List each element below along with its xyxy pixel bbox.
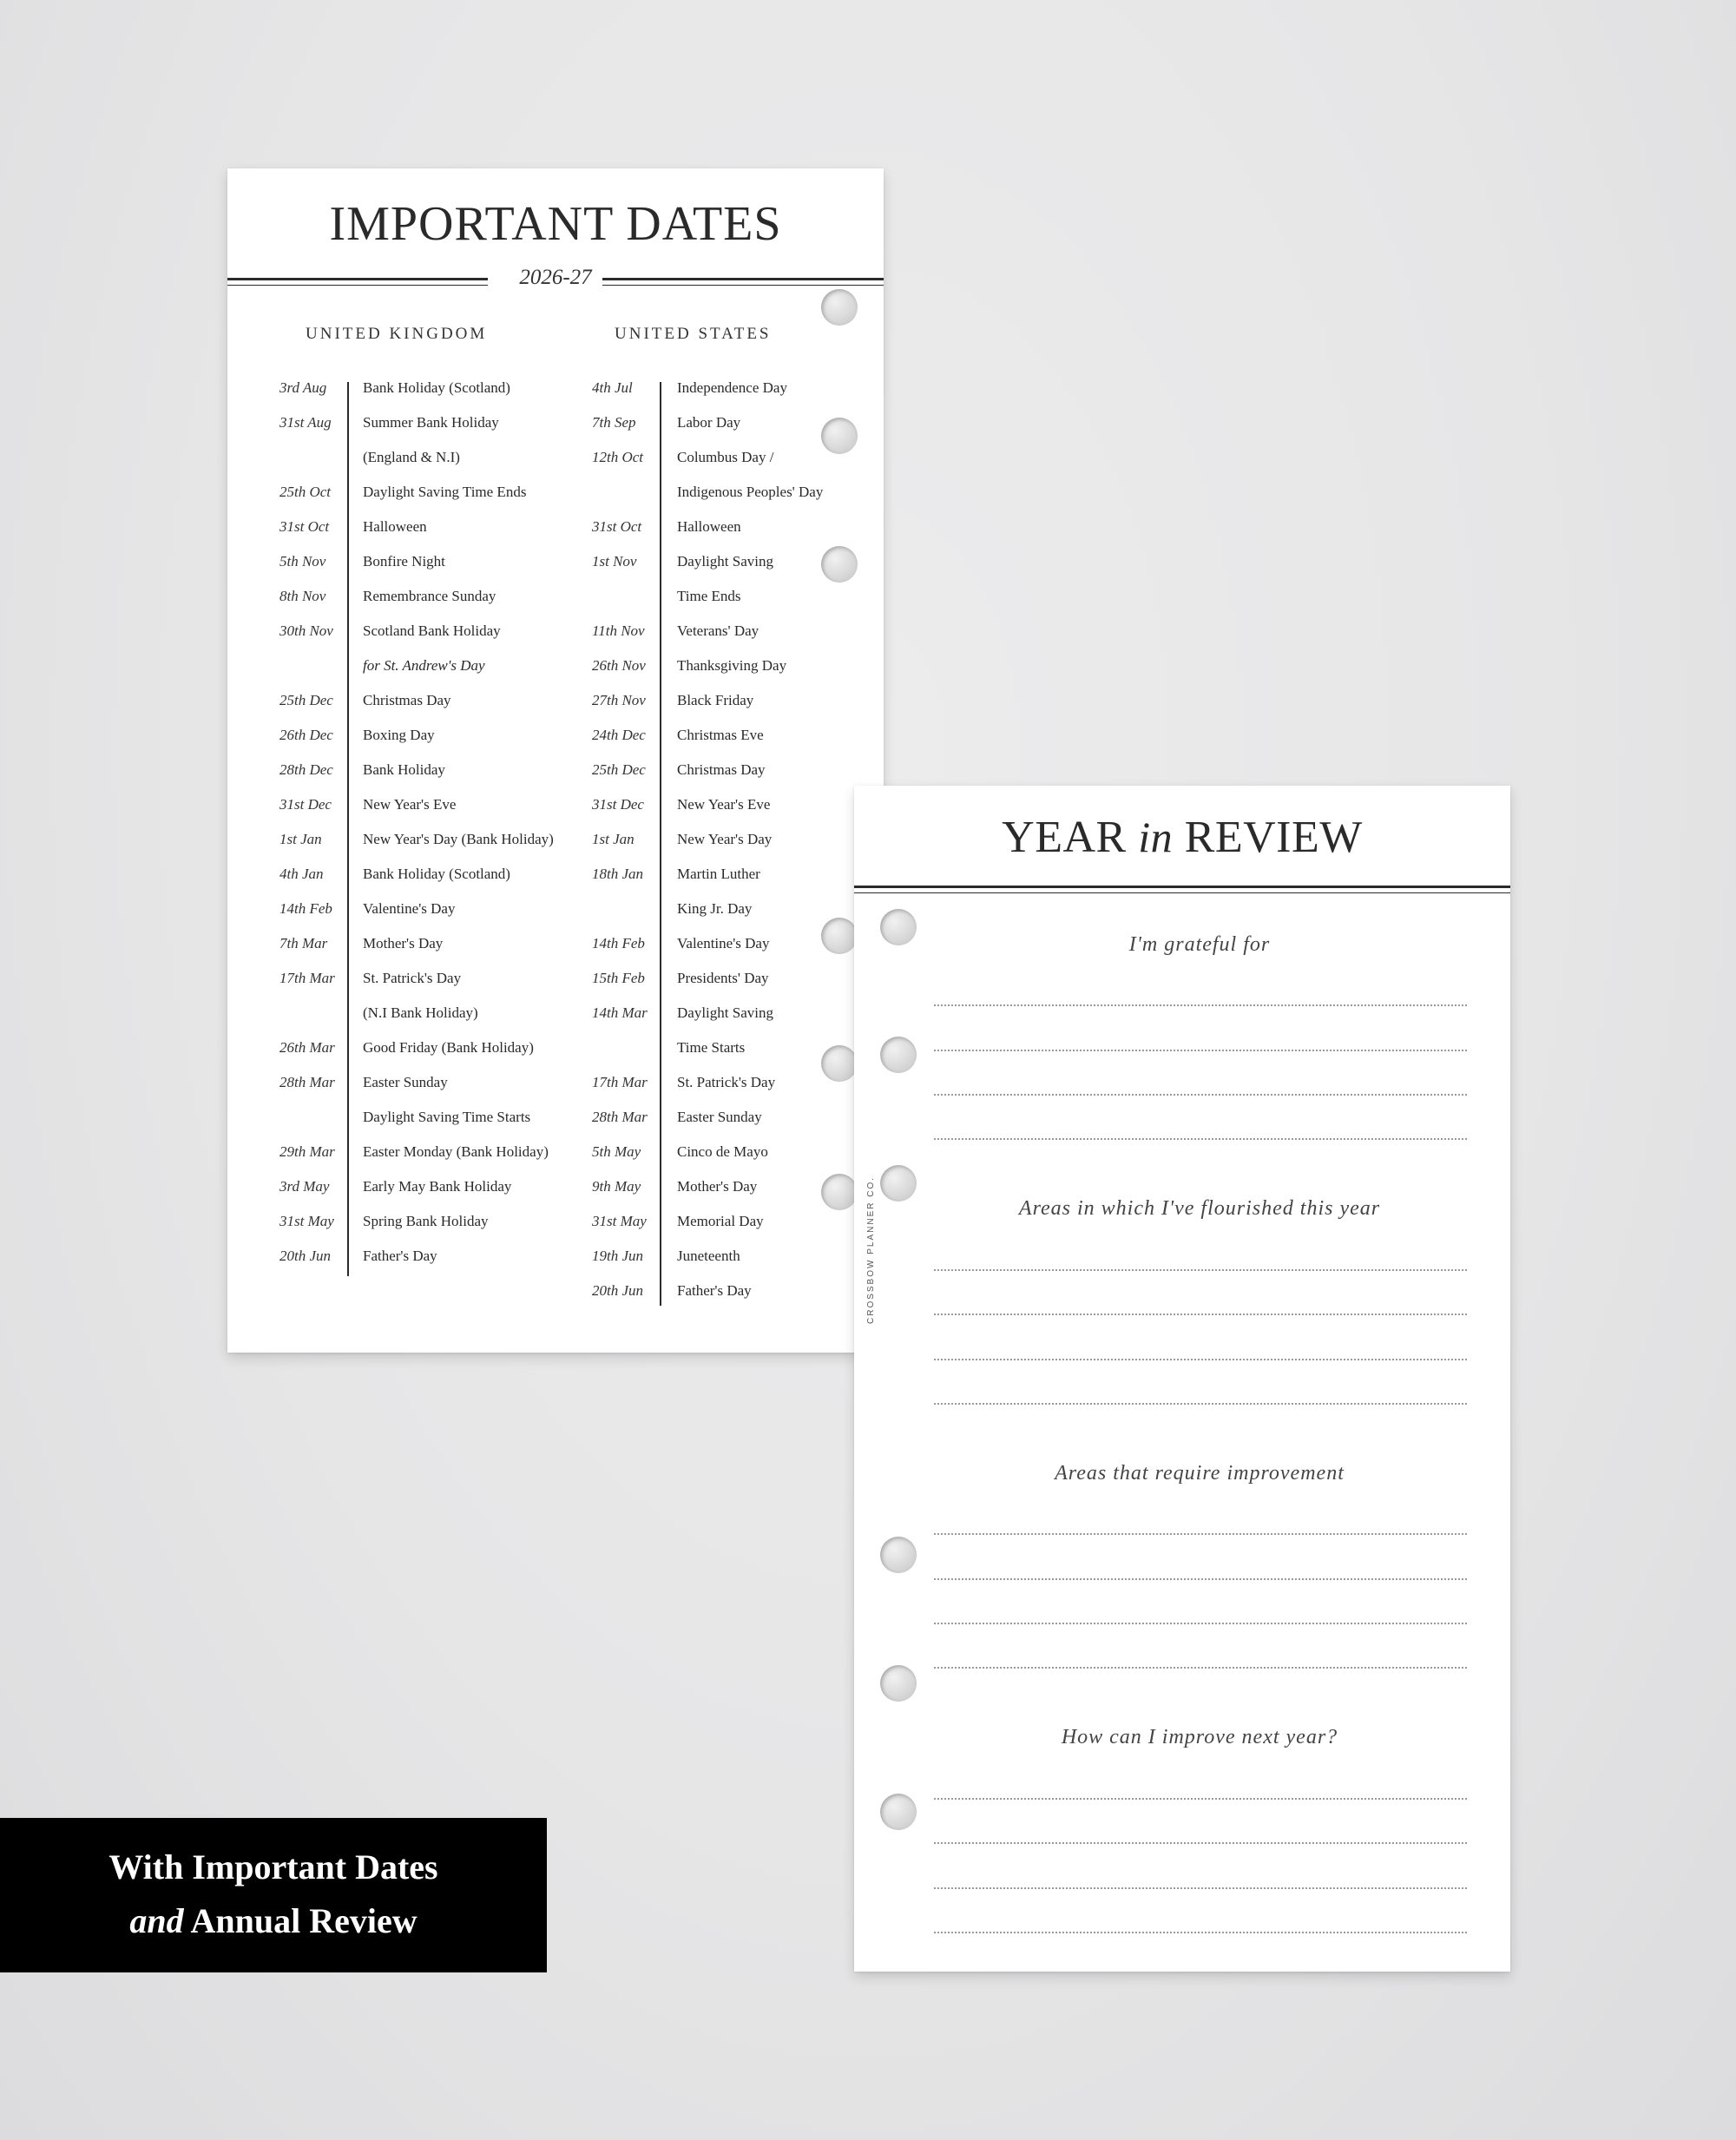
holiday-date: 3rd Aug bbox=[279, 379, 327, 396]
punch-hole bbox=[821, 1045, 858, 1082]
holiday-name: Summer Bank Holiday bbox=[363, 414, 499, 431]
holiday-name: New Year's Eve bbox=[363, 796, 457, 813]
holiday-date: 11th Nov bbox=[592, 622, 645, 639]
writing-line[interactable] bbox=[934, 1887, 1467, 1889]
holiday-name: Scotland Bank Holiday bbox=[363, 622, 501, 639]
caption-line-2 bbox=[0, 1894, 547, 1948]
holiday-date: 28th Mar bbox=[279, 1074, 335, 1090]
year-in-review-page bbox=[854, 786, 1510, 1972]
holiday-name: Bonfire Night bbox=[363, 553, 445, 570]
holiday-date: 31st Oct bbox=[592, 518, 642, 535]
holiday-name: Thanksgiving Day bbox=[677, 657, 787, 674]
punch-hole bbox=[880, 1794, 917, 1830]
writing-line[interactable] bbox=[934, 1842, 1467, 1844]
punch-hole bbox=[821, 418, 858, 454]
holiday-date: 29th Mar bbox=[279, 1143, 335, 1160]
holiday-date: 7th Mar bbox=[279, 935, 328, 951]
punch-hole bbox=[880, 1665, 917, 1702]
writing-line[interactable] bbox=[934, 1314, 1467, 1315]
holiday-name: King Jr. Day bbox=[677, 900, 753, 917]
year-label: 2026-27 bbox=[509, 266, 602, 290]
holiday-name: Black Friday bbox=[677, 692, 754, 708]
holiday-name: Easter Sunday bbox=[677, 1109, 762, 1125]
punch-hole bbox=[880, 1537, 917, 1573]
holiday-date: 31st Dec bbox=[279, 796, 332, 813]
title-word-year: YEAR bbox=[1002, 813, 1127, 862]
holiday-date: 14th Feb bbox=[592, 935, 645, 951]
holiday-name: Boxing Day bbox=[363, 727, 435, 743]
holiday-name: Memorial Day bbox=[677, 1213, 764, 1229]
writing-line[interactable] bbox=[934, 1798, 1467, 1800]
holiday-name: Daylight Saving Time Starts bbox=[363, 1109, 531, 1125]
year-range bbox=[227, 266, 884, 290]
holiday-date: 25th Dec bbox=[279, 692, 333, 708]
holiday-name: Easter Sunday bbox=[363, 1074, 448, 1090]
holiday-name: Father's Day bbox=[677, 1282, 752, 1299]
holiday-name: (N.I Bank Holiday) bbox=[363, 1004, 478, 1021]
year-in-review-title bbox=[854, 812, 1510, 863]
holiday-name: Bank Holiday bbox=[363, 761, 445, 778]
holiday-date: 26th Dec bbox=[279, 727, 333, 743]
holiday-date: 25th Oct bbox=[279, 484, 332, 500]
holiday-date: 27th Nov bbox=[592, 692, 646, 708]
holiday-date: 26th Nov bbox=[592, 657, 646, 674]
holiday-date: 5th Nov bbox=[279, 553, 326, 570]
holiday-name: Father's Day bbox=[363, 1248, 437, 1264]
important-dates-title: IMPORTANT DATES bbox=[329, 197, 782, 251]
holiday-name: New Year's Eve bbox=[677, 796, 771, 813]
brand-watermark: CROSSBOW PLANNER CO. bbox=[866, 1175, 876, 1324]
holiday-name: Spring Bank Holiday bbox=[363, 1213, 489, 1229]
holiday-name: Veterans' Day bbox=[677, 622, 760, 639]
holiday-name: Christmas Day bbox=[677, 761, 766, 778]
holiday-date: 24th Dec bbox=[592, 727, 646, 743]
holiday-date: 31st May bbox=[279, 1213, 334, 1229]
holiday-date: 8th Nov bbox=[279, 588, 326, 604]
holiday-date: 9th May bbox=[592, 1178, 641, 1195]
holiday-date: 28th Dec bbox=[279, 761, 333, 778]
holiday-name: Mother's Day bbox=[677, 1178, 758, 1195]
title-word-in: in bbox=[1138, 813, 1174, 861]
holiday-date: 12th Oct bbox=[592, 449, 644, 465]
holiday-name: Halloween bbox=[677, 518, 741, 535]
holiday-name: Good Friday (Bank Holiday) bbox=[363, 1039, 534, 1056]
holiday-date: 14th Mar bbox=[592, 1004, 648, 1021]
holiday-name: Indigenous Peoples' Day bbox=[677, 484, 824, 500]
holiday-date: 3rd May bbox=[279, 1178, 330, 1195]
writing-line[interactable] bbox=[934, 1094, 1467, 1096]
holiday-name: Bank Holiday (Scotland) bbox=[363, 379, 510, 396]
holiday-date: 31st May bbox=[592, 1213, 647, 1229]
holiday-name: for St. Andrew's Day bbox=[363, 657, 485, 674]
caption-banner bbox=[0, 1818, 547, 1972]
holiday-name: Cinco de Mayo bbox=[677, 1143, 768, 1160]
holiday-name: Labor Day bbox=[677, 414, 741, 431]
holiday-name: Early May Bank Holiday bbox=[363, 1178, 512, 1195]
important-dates-page bbox=[227, 168, 884, 1353]
holiday-date: 18th Jan bbox=[592, 866, 644, 882]
holiday-date: 28th Mar bbox=[592, 1109, 648, 1125]
holiday-name: Remembrance Sunday bbox=[363, 588, 496, 604]
holiday-name: Daylight Saving bbox=[677, 553, 773, 570]
holiday-name: (England & N.I) bbox=[363, 449, 460, 465]
writing-line[interactable] bbox=[934, 1533, 1467, 1535]
punch-hole bbox=[880, 909, 917, 945]
holiday-date: 30th Nov bbox=[279, 622, 333, 639]
holiday-name: Christmas Day bbox=[363, 692, 451, 708]
us-heading: UNITED STATES bbox=[615, 325, 772, 343]
holiday-date: 20th Jun bbox=[279, 1248, 332, 1264]
holiday-name: St. Patrick's Day bbox=[363, 970, 462, 986]
holiday-name: Valentine's Day bbox=[677, 935, 770, 951]
writing-line[interactable] bbox=[934, 1359, 1467, 1360]
holiday-date: 15th Feb bbox=[592, 970, 645, 986]
holiday-name: Independence Day bbox=[677, 379, 787, 396]
holiday-date: 4th Jul bbox=[592, 379, 633, 396]
prompt-grateful: I'm grateful for bbox=[1128, 933, 1271, 956]
holiday-date: 31st Oct bbox=[279, 518, 330, 535]
writing-line[interactable] bbox=[934, 1403, 1467, 1405]
holiday-name: Mother's Day bbox=[363, 935, 444, 951]
prompt-improvement: Areas that require improvement bbox=[1055, 1462, 1345, 1485]
writing-line[interactable] bbox=[934, 1138, 1467, 1140]
holiday-date: 1st Jan bbox=[279, 831, 322, 847]
holiday-date: 14th Feb bbox=[279, 900, 332, 917]
caption-and-word: and bbox=[129, 1901, 184, 1940]
holiday-name: Valentine's Day bbox=[363, 900, 456, 917]
caption-line-1: With Important Dates bbox=[108, 1847, 438, 1886]
holiday-name: Halloween bbox=[363, 518, 427, 535]
title-rule bbox=[854, 886, 1510, 898]
holiday-name: Bank Holiday (Scotland) bbox=[363, 866, 510, 882]
punch-hole bbox=[821, 289, 858, 326]
punch-hole bbox=[821, 1174, 858, 1210]
holiday-name: Juneteenth bbox=[677, 1248, 740, 1264]
holiday-date: 31st Dec bbox=[592, 796, 644, 813]
holiday-name: Easter Monday (Bank Holiday) bbox=[363, 1143, 549, 1160]
holiday-date: 1st Jan bbox=[592, 831, 635, 847]
holiday-date: 17th Mar bbox=[279, 970, 335, 986]
holiday-date: 31st Aug bbox=[279, 414, 332, 431]
holiday-name: Daylight Saving Time Ends bbox=[363, 484, 527, 500]
writing-line[interactable] bbox=[934, 1269, 1467, 1271]
holiday-date: 20th Jun bbox=[592, 1282, 644, 1299]
holiday-name: Daylight Saving bbox=[677, 1004, 773, 1021]
caption-line-2-rest: Annual Review bbox=[183, 1901, 418, 1940]
prompt-flourished: Areas in which I've flourished this year bbox=[1018, 1197, 1381, 1220]
writing-line[interactable] bbox=[934, 1578, 1467, 1580]
uk-column-rule bbox=[347, 382, 349, 1276]
prompt-next-year: How can I improve next year? bbox=[1061, 1726, 1338, 1748]
writing-line[interactable] bbox=[934, 1932, 1467, 1933]
holiday-date: 4th Jan bbox=[279, 866, 324, 882]
punch-hole bbox=[880, 1165, 917, 1202]
holiday-name: New Year's Day bbox=[677, 831, 773, 847]
holiday-name: Christmas Eve bbox=[677, 727, 764, 743]
title-word-review: REVIEW bbox=[1184, 813, 1363, 862]
punch-hole bbox=[880, 1037, 917, 1073]
holiday-date: 1st Nov bbox=[592, 553, 637, 570]
writing-line[interactable] bbox=[934, 1050, 1467, 1051]
writing-line[interactable] bbox=[934, 1004, 1467, 1006]
holiday-name: St. Patrick's Day bbox=[677, 1074, 776, 1090]
writing-line[interactable] bbox=[934, 1667, 1467, 1669]
us-column-rule bbox=[660, 382, 661, 1306]
holiday-date: 25th Dec bbox=[592, 761, 646, 778]
holiday-name: New Year's Day (Bank Holiday) bbox=[363, 831, 554, 847]
writing-line[interactable] bbox=[934, 1623, 1467, 1624]
holiday-name: Columbus Day / bbox=[677, 449, 774, 465]
holiday-name: Martin Luther bbox=[677, 866, 760, 882]
punch-hole bbox=[821, 546, 858, 583]
holiday-name: Presidents' Day bbox=[677, 970, 769, 986]
holiday-date: 17th Mar bbox=[592, 1074, 648, 1090]
uk-heading: UNITED KINGDOM bbox=[306, 325, 488, 343]
holiday-date: 19th Jun bbox=[592, 1248, 644, 1264]
holiday-date: 7th Sep bbox=[592, 414, 636, 431]
holiday-name: Time Ends bbox=[677, 588, 741, 604]
punch-hole bbox=[821, 918, 858, 954]
holiday-date: 26th Mar bbox=[279, 1039, 335, 1056]
holiday-name: Time Starts bbox=[677, 1039, 746, 1056]
holiday-date: 5th May bbox=[592, 1143, 641, 1160]
